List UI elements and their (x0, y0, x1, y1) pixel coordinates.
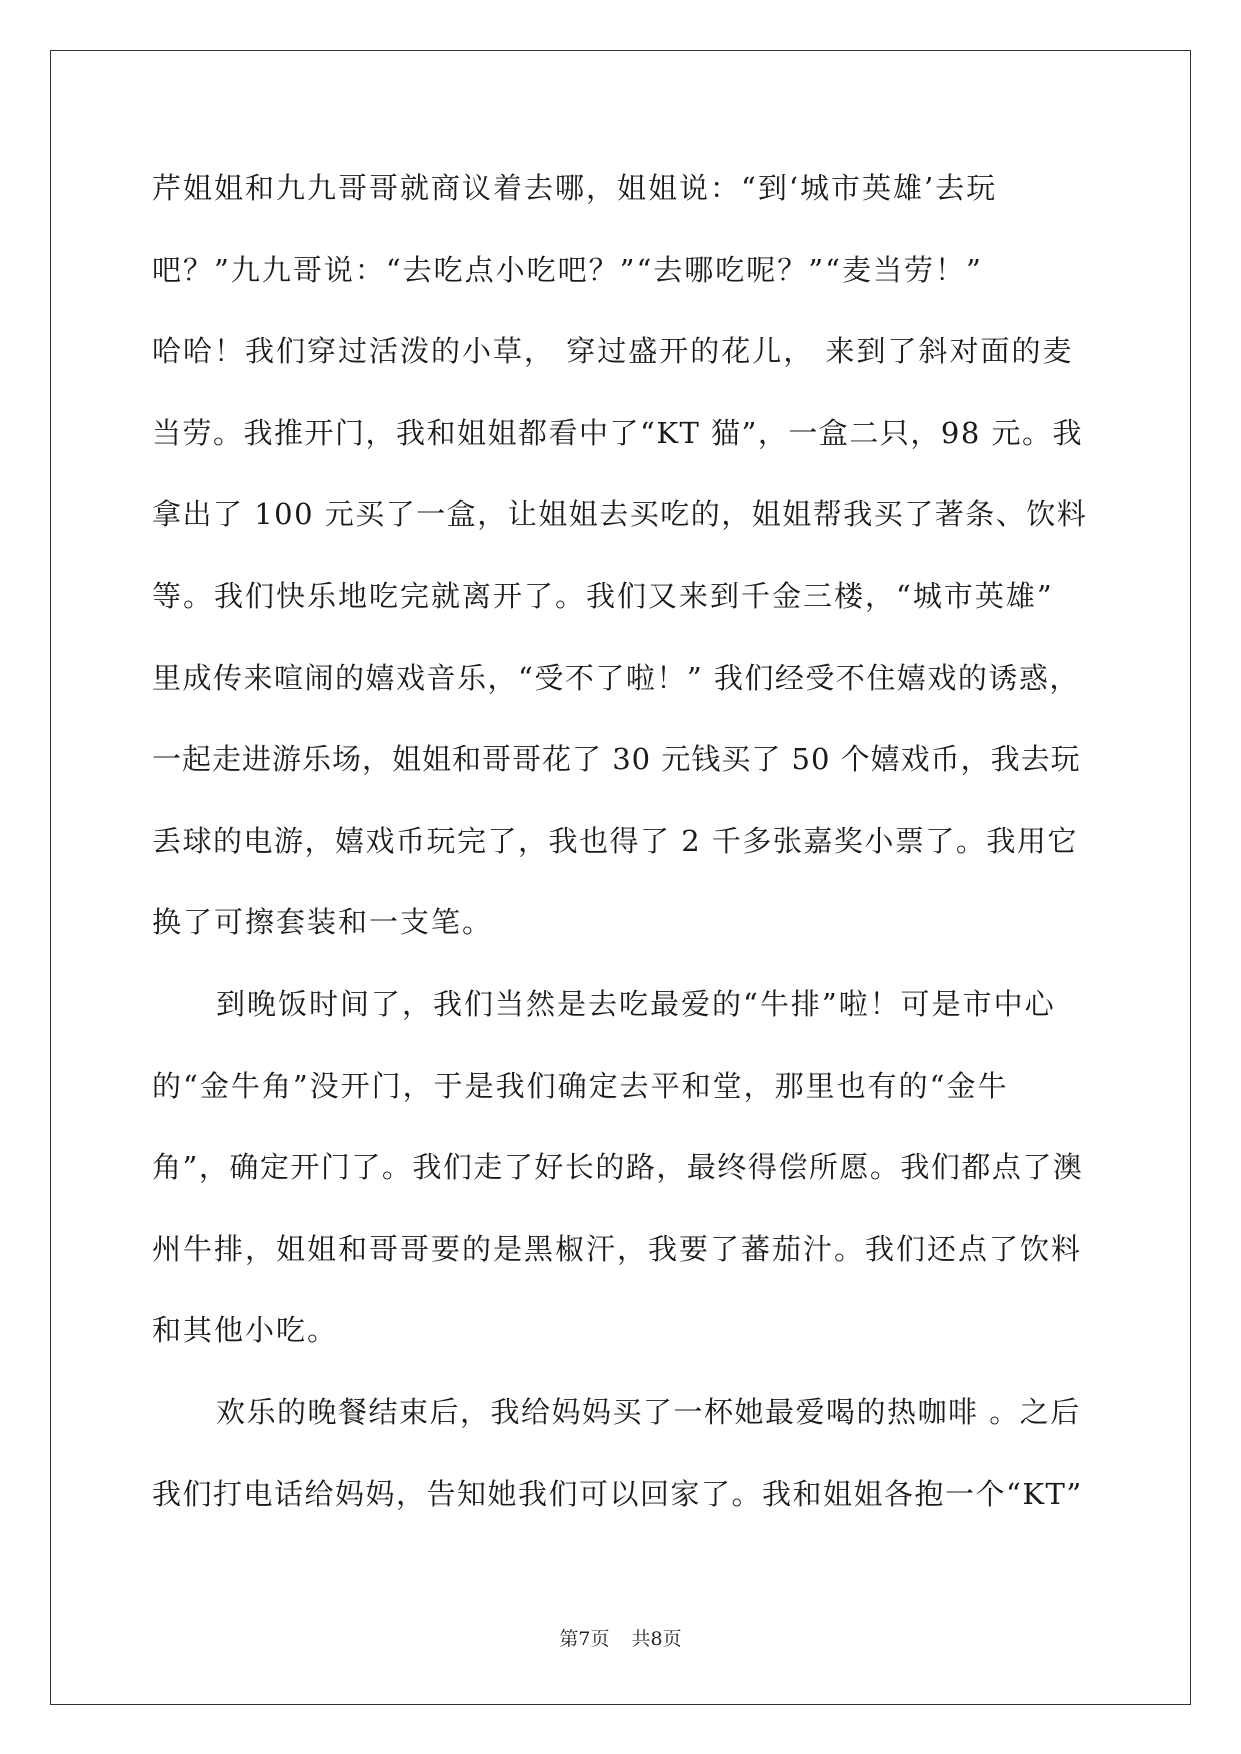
page-footer (0, 1626, 1241, 1652)
text-line: 角”，确定开门了。我们走了好长的路，最终得偿所愿。我们都点了澳 (152, 1150, 1084, 1185)
text-line: 等。我们快乐地吃完就离开了。我们又来到千金三楼，“城市英雄” (152, 578, 1054, 613)
document-body (152, 163, 1092, 1550)
text-line: 的“金牛角”没开门，于是我们确定去平和堂，那里也有的“金牛 (152, 1068, 1009, 1103)
total-pages: 共8页 (631, 1628, 682, 1650)
text-line: 吧？”九九哥说：“去吃点小吃吧？”“去哪吃呢？”“麦当劳！” (152, 252, 983, 287)
text-line: 里成传来喧闹的嬉戏音乐，“受不了啦！” 我们经受不住嬉戏的诱惑， (152, 660, 1080, 695)
text-line: 拿出了 100 元买了一盒，让姐姐去买吃的，姐姐帮我买了著条、饮料 (152, 497, 1088, 532)
text-line: 丢球的电游，嬉戏币玩完了，我也得了 2 千多张嘉奖小票了。我用它 (152, 823, 1078, 858)
text-line: 和其他小吃。 (152, 1313, 339, 1348)
text-line: 哈哈！我们穿过活泼的小草， 穿过盛开的花儿， 来到了斜对面的麦 (152, 334, 1074, 369)
text-line: 州牛排，姐姐和哥哥要的是黑椒汗，我要了蕃茄汁。我们还点了饮料 (152, 1231, 1083, 1266)
text-line: 一起走进游乐场，姐姐和哥哥花了 30 元钱买了 50 个嬉戏币，我去玩 (152, 742, 1081, 777)
text-line: 我们打电话给妈妈，告知她我们可以回家了。我和姐姐各抱一个“KT” (152, 1476, 1083, 1511)
text-line: 芹姐姐和九九哥哥就商议着去哪，姐姐说：“到‘城市英雄’去玩 (152, 171, 998, 205)
text-line: 换了可擦套装和一支笔。 (152, 905, 494, 940)
paragraph-first-line: 欢乐的晚餐结束后，我给妈妈买了一杯她最爱喝的热咖啡 。之后 (216, 1394, 1081, 1429)
text-line: 当劳。我推开门，我和姐姐都看中了“KT 猫”，一盒二只，98 元。我 (152, 415, 1083, 450)
paragraph-first-line: 到晚饭时间了，我们当然是去吃最爱的“牛排”啦！可是市中心 (216, 986, 1056, 1021)
current-page-number: 第7页 (559, 1628, 610, 1650)
